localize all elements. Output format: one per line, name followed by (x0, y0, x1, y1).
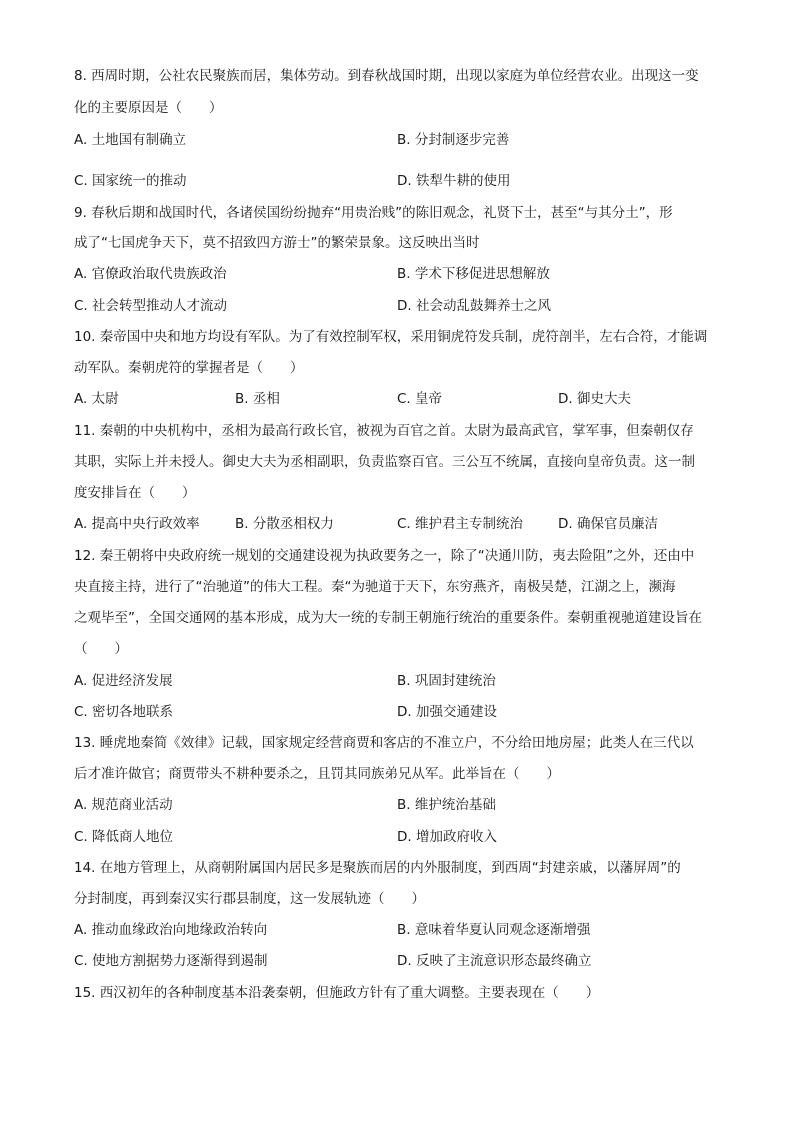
question-10-line-2: 动军队。秦朝虎符的掌握者是（ ） (74, 360, 304, 376)
question-14-line-1: 14. 在地方管理上，从商朝附属国内居民多是聚族而居的内外服制度，到西周“封建亲戚，以藩屏周”的 (74, 860, 681, 876)
question-12-option-c: C. 密切各地联系 (74, 704, 174, 720)
question-9-line-1: 9. 春秋后期和战国时代，各诸侯国纷纷抛弃“用贵治贱”的陈旧观念，礼贤下士，甚至“与其分土”，形 (74, 205, 673, 221)
question-13-option-d: D. 增加政府收入 (397, 829, 497, 845)
question-10-option-c: C. 皇帝 (397, 391, 443, 407)
question-13-line-2: 后才准许做官；商贾带头不耕种要杀之，且罚其同族弟兄从军。此举旨在（ ） (74, 766, 560, 782)
question-12-option-d: D. 加强交通建设 (397, 704, 497, 720)
question-12-line-3: 之观毕至”，全国交通网的基本形成，成为大一统的专制王朝施行统治的重要条件。秦朝重视驰道建设旨在 (74, 610, 702, 626)
question-9-option-b: B. 学术下移促进思想解放 (397, 266, 550, 282)
question-14-option-c: C. 使地方割据势力逐渐得到遏制 (74, 953, 268, 969)
question-12-line-1: 12. 秦王朝将中央政府统一规划的交通建设视为执政要务之一，除了“决通川防，夷去险阻”之外，还由中 (74, 548, 695, 564)
question-11-option-d: D. 确保官员廉洁 (558, 516, 658, 532)
question-12-line-4: （ ） (74, 641, 128, 657)
question-15-line-1: 15. 西汉初年的各种制度基本沿袭秦朝，但施政方针有了重大调整。主要表现在（ ） (74, 985, 600, 1001)
question-8-line-1: 8. 西周时期，公社农民聚族而居，集体劳动。到春秋战国时期，出现以家庭为单位经营农业。出现这一变 (74, 68, 699, 84)
question-13-option-a: A. 规范商业活动 (74, 797, 173, 813)
question-12-option-b: B. 巩固封建统治 (397, 673, 496, 689)
question-8-option-b: B. 分封制逐步完善 (397, 132, 510, 148)
question-11-option-b: B. 分散丞相权力 (235, 516, 334, 532)
question-11-line-3: 度安排旨在（ ） (74, 485, 196, 501)
question-8-option-c: C. 国家统一的推动 (74, 173, 187, 189)
question-12-line-2: 央直接主持，进行了“治驰道”的伟大工程。秦“为驰道于天下，东穷燕齐，南极吴楚，江湖之上，濒海 (74, 579, 676, 595)
question-14-option-d: D. 反映了主流意识形态最终确立 (397, 953, 592, 969)
question-14-option-b: B. 意味着华夏认同观念逐渐增强 (397, 922, 591, 938)
question-11-line-1: 11. 秦朝的中央机构中，丞相为最高行政长官，被视为百官之首。太尉为最高武官，掌军事，但秦朝仅存 (74, 423, 694, 439)
question-9-line-2: 成了“七国虎争天下，莫不招致四方游士”的繁荣景象。这反映出当时 (74, 235, 480, 251)
question-10-option-a: A. 太尉 (74, 391, 119, 407)
question-14-line-2: 分封制度，再到秦汉实行郡县制度，这一发展轨迹（ ） (74, 891, 425, 907)
question-13-option-c: C. 降低商人地位 (74, 829, 174, 845)
question-9-option-c: C. 社会转型推动人才流动 (74, 298, 228, 314)
question-9-option-d: D. 社会动乱鼓舞养士之风 (397, 298, 551, 314)
question-8-line-2: 化的主要原因是（ ） (74, 100, 223, 116)
question-10-option-b: B. 丞相 (235, 391, 280, 407)
question-12-option-a: A. 促进经济发展 (74, 673, 173, 689)
question-11-option-c: C. 维护君主专制统治 (397, 516, 524, 532)
question-13-option-b: B. 维护统治基础 (397, 797, 496, 813)
question-13-line-1: 13. 睡虎地秦简《效律》记载，国家规定经营商贾和客店的不准立户，不分给田地房屋；此类人在三代以 (74, 735, 694, 751)
question-11-option-a: A. 提高中央行政效率 (74, 516, 200, 532)
question-8-option-a: A. 土地国有制确立 (74, 132, 187, 148)
question-8-option-d: D. 铁犁牛耕的使用 (397, 173, 511, 189)
question-10-line-1: 10. 秦帝国中央和地方均设有军队。为了有效控制军权，采用铜虎符发兵制，虎符剖半，左右合符，才能调 (74, 329, 708, 345)
question-11-line-2: 其职，实际上并未授人。御史大夫为丞相副职，负责监察百官。三公互不统属，直接向皇帝负责。这一制 (74, 454, 695, 470)
question-10-option-d: D. 御史大夫 (558, 391, 631, 407)
question-14-option-a: A. 推动血缘政治向地缘政治转向 (74, 922, 268, 938)
question-9-option-a: A. 官僚政治取代贵族政治 (74, 266, 227, 282)
